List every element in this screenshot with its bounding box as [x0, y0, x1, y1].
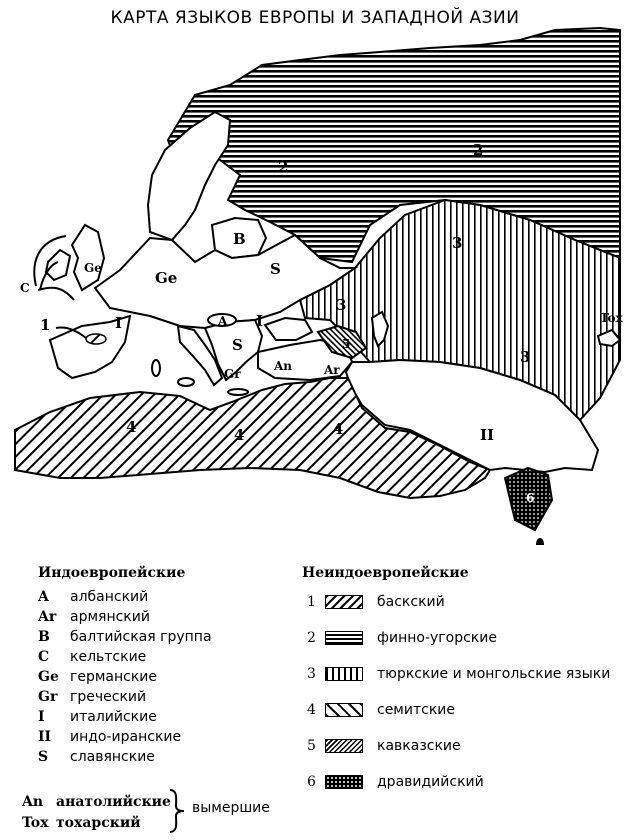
ni-name: финно-угорские: [377, 630, 497, 646]
diagonal-hatch-swatch: [325, 595, 363, 609]
dense-diagonal-swatch: [325, 739, 363, 753]
basque-region: [86, 334, 106, 344]
ie-row-italic: [38, 708, 157, 726]
ie-code: I: [38, 709, 45, 725]
ie-name: албанский: [70, 589, 149, 605]
label-baltic: B: [233, 230, 246, 248]
crete: [228, 389, 248, 395]
ni-num: 5: [307, 738, 316, 754]
label-anatolian: An: [274, 359, 293, 373]
ie-row-slavic: [38, 748, 155, 766]
dotted-swatch: [325, 775, 363, 789]
celtic-arrow-b: [38, 288, 74, 300]
ie-code: A: [38, 589, 49, 605]
label-dravidian: 6: [526, 491, 535, 505]
label-semitic-b: 4: [234, 426, 245, 444]
ext-code: Tox: [22, 815, 49, 831]
vertical-lines-swatch: [325, 667, 363, 681]
sicily: [178, 378, 194, 386]
label-italic: I: [256, 312, 264, 330]
non-ie-row-caucasian: [307, 735, 461, 757]
non-ie-row-semitic: [307, 699, 455, 721]
ie-name: греческий: [70, 689, 147, 705]
map-title: КАРТА ЯЗЫКОВ ЕВРОПЫ И ЗАПАДНОЙ АЗИИ: [110, 8, 520, 28]
ni-name: тюркские и монгольские языки: [377, 666, 611, 682]
ie-row-armenian: [38, 608, 150, 626]
label-germanic-isle: Ge: [84, 261, 102, 275]
non-ie-heading: Неиндоевропейские: [302, 565, 469, 581]
ie-code: Ar: [38, 609, 57, 625]
ni-num: 1: [307, 594, 316, 610]
corsica: [152, 360, 160, 376]
label-armenian: Ar: [324, 363, 340, 377]
ie-name: германские: [70, 669, 158, 685]
ni-num: 2: [307, 630, 316, 646]
extinct-label: вымершие: [192, 800, 270, 816]
ie-code: C: [38, 649, 50, 665]
label-turkic-a: 3: [452, 234, 463, 252]
sri-lanka: [536, 538, 544, 545]
ie-row-celtic: [38, 648, 146, 666]
diagonal-lines-swatch: [325, 703, 363, 717]
label-semitic-a: 4: [126, 418, 137, 436]
scandinavia: [148, 112, 230, 240]
ie-code: Gr: [38, 689, 58, 705]
label-slavic-balkan: S: [232, 336, 243, 354]
extinct-brace: [168, 788, 186, 834]
label-italic-west: I: [115, 314, 123, 332]
label-tocharian: Tox: [600, 311, 623, 325]
label-turkic-c: 3: [520, 348, 531, 366]
label-finno-ugric-b: 2: [473, 141, 484, 159]
label-turkic-b: 3: [336, 296, 347, 314]
label-finno-ugric-a: 2: [278, 158, 289, 176]
ext-code: An: [22, 794, 44, 810]
ext-name: тохарский: [56, 815, 141, 831]
non-ie-row-dravidian: [307, 771, 484, 793]
ni-num: 6: [307, 774, 316, 790]
label-albanian: A: [218, 314, 228, 328]
ni-name: баскский: [377, 594, 445, 610]
ie-code: B: [38, 629, 50, 645]
ie-heading: Индоевропейские: [38, 565, 186, 581]
ie-code: S: [38, 749, 49, 765]
label-germanic: Ge: [155, 269, 178, 287]
black-sea: [265, 318, 312, 340]
ie-name: кельтские: [70, 649, 147, 665]
ie-code: Ge: [38, 669, 59, 685]
label-caucasian: 5: [342, 337, 351, 351]
extinct-row-tocharian: [22, 813, 141, 833]
label-greek: Gr: [224, 367, 241, 381]
ie-name: балтийская группа: [70, 629, 212, 645]
ni-name: кавказские: [377, 738, 461, 754]
ie-name: италийские: [70, 709, 157, 725]
ie-row-greek: [38, 688, 146, 706]
label-slavic-north: S: [270, 260, 281, 278]
ie-row-baltic: [38, 628, 212, 646]
label-basque-num: 1: [40, 316, 51, 334]
label-semitic-c: 4: [333, 420, 344, 438]
ie-row-albanian: [38, 588, 148, 606]
extinct-row-anatolian: [22, 792, 171, 812]
ireland: [46, 250, 70, 280]
horizontal-lines-swatch: [325, 631, 363, 645]
non-ie-row-turkic: [307, 663, 610, 685]
ie-row-germanic: [38, 668, 157, 686]
non-ie-row-basque: [307, 591, 445, 613]
label-celtic-mark: C: [20, 281, 30, 295]
ni-num: 3: [307, 666, 316, 682]
ie-name: индо-иранские: [70, 729, 182, 745]
ni-num: 4: [307, 702, 316, 718]
non-ie-row-finno-ugric: [307, 627, 497, 649]
ext-name: анатолийские: [56, 794, 171, 810]
label-indo-iranian: II: [480, 426, 495, 444]
ie-name: славянские: [70, 749, 155, 765]
ie-name: армянский: [70, 609, 150, 625]
ni-name: семитские: [377, 702, 455, 718]
ie-code: II: [38, 729, 52, 745]
ie-row-indo-iranian: [38, 728, 181, 746]
ni-name: дравидийский: [377, 774, 484, 790]
great-britain: [72, 225, 104, 290]
